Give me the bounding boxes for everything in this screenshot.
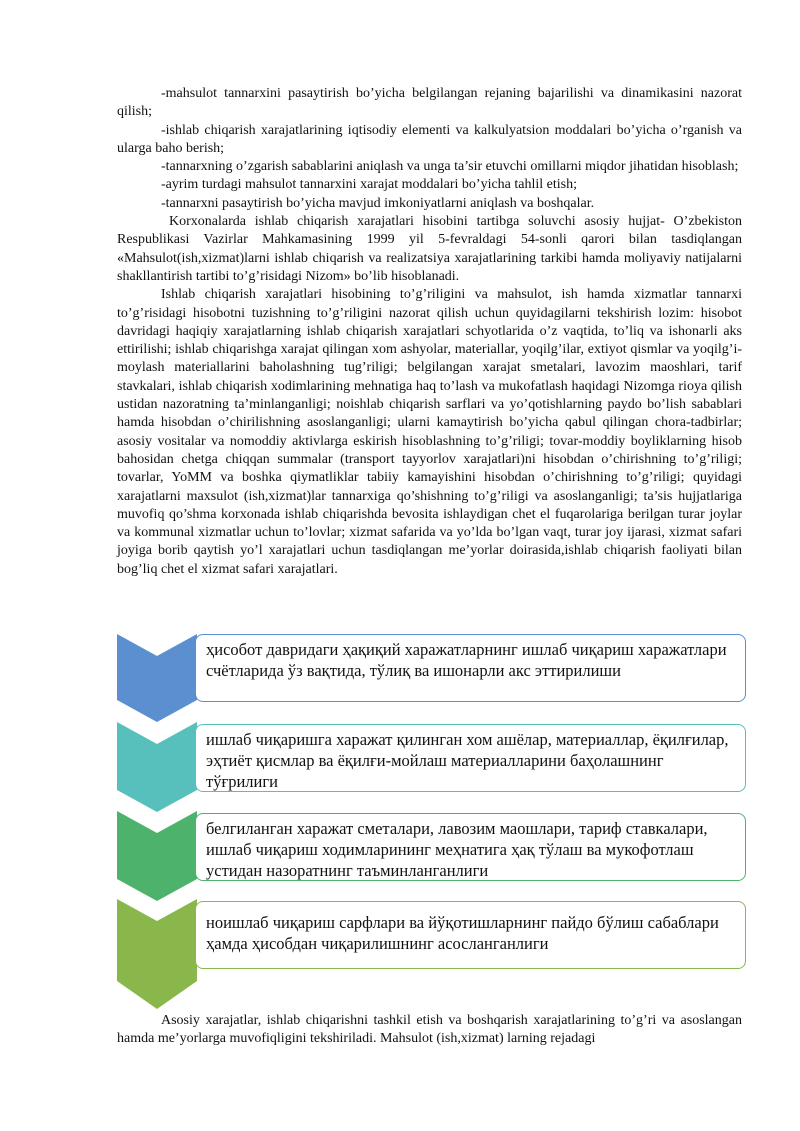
- chevron-arrow-1: [117, 634, 197, 724]
- paragraph: -ayrim turdagi mahsulot tannarxini xarajat moddalari bo’yicha tahlil etish;: [161, 177, 577, 193]
- paragraph: -tannarxning o’zgarish sabablarini aniqlash va unga ta’sir etuvchi omillarni miqdor jihatidan hisoblash;: [161, 159, 739, 175]
- diagram-item-2: ишлаб чиқаришга харажат қилинган хом ашёлар, материаллар, ёқилғилар, эҳтиёт қисмлар ва ёқилғи-мойлаш материалларини баҳолашнинг тўғрилиги: [195, 724, 746, 792]
- diagram-item-1: ҳисобот давридаги ҳақиқий харажатларнинг ишлаб чиқариш харажатлари счётларида ўз вақтида, тўлиқ ва ишонарли акс эттирилиши: [195, 634, 746, 702]
- document-body: [117, 85, 742, 579]
- diagram-item-4: ноишлаб чиқариш сарфлари ва йўқотишларнинг пайдо бўлиш сабаблари ҳамда ҳисобдан чиқарилишнинг асосланганлиги: [195, 901, 746, 969]
- chevron-arrow-4: [117, 899, 197, 1011]
- paragraph: -mahsulot tannarxini pasaytirish bo’yicha belgilangan rejaning bajarilishi va dinamikasini nazorat qilish;: [117, 86, 742, 120]
- closing-section: [117, 1012, 742, 1049]
- paragraph: Asosiy xarajatlar, ishlab chiqarishni tashkil etish va boshqarish xarajatlarining to’g’ri va asoslangan hamda me’yorlarga muvofiqligini tekshiriladi. Mahsulot (ish,xizmat) larning rejadagi: [117, 1013, 742, 1047]
- chevron-arrow-2: [117, 722, 197, 814]
- paragraph: -ishlab chiqarish xarajatlarining iqtisodiy elementi va kalkulyatsion moddalari bo’yicha o’rganish va ularga baho berish;: [117, 122, 742, 156]
- paragraph: Ishlab chiqarish xarajatlari hisobining to’g’riligini va mahsulot, ish hamda xizmatlar tannarxi to’g’risidagi hisobotni tuzishning to’g’riligini nazorat qilish uchun quyidagilarni tekshirish lozim: hisobot davridagi haqiqiy xarajatlarning ishlab chiqarish xarajatlari schyotlarida o’z vaqtida, to’liq va ishonarli aks ettirilishi; ishlab chiqarishga xarajat qilingan xom ashyolar, materiallar, yoqilg’ilar, extiyot qismlar va yoqilg’i-moylash materiallarini baholashning tug’riligi; belgilangan xarajat smetalari, lavozim maoshlari, tarif stavkalari, ishlab chiqarish xodimlarining mehnatiga haq to’lash va mukofatlash haqidagi Nizomga rioya qilish ustidan nazoratning ta’minlanganligi; noishlab chiqarish sarflari va yo’qotishlarning paydo bo’lish sabablari hamda hisobdan o’chirilishning asoslanganligi; ularni kamaytirish bo’yicha qabul qilingan chora-tadbirlar; asosiy vositalar va nomoddiy aktivlarga eskirish hisoblashning to’g’riligi; tovar-moddiy boyliklarning hisob bahosidan chetga chiqqan summalar (transport tayyorlov xarajatlari)ni hisobdan o’chirishning to’g’riligi; tovarlar, YoMM va boshka qiymatliklar tabiiy kamayishini hisobdan o’chirishning to’g’riligi; quyidagi xarajatlarni maxsulot (ish,xizmat)lar tannarxiga qo’shishning to’g’riligi va asoslanganligi; ta’sis hujjatlariga muvofiq qo’shma korxonada ishlab chiqarishda bevosita ishlaydigan chet el fuqarolariga berilgan turar joylar va kommunal xizmatlar uchun to’lovlar; xizmat safarida va yo’lda bo’lgan vaqt, turar joy ijarasi, xizmat safari joyiga borib qaytish yo’l xarajatlari uchun tasdiqlangan me’yorlar doirasida,ishlab chiqarish faoliyati bilan bog’liq chet el xizmat safari xarajatlari.: [117, 287, 742, 577]
- chevron-arrow-3: [117, 811, 197, 903]
- diagram-item-3: белгиланган харажат сметалари, лавозим маошлари, тариф ставкалари, ишлаб чиқариш ходимларининг меҳнатига ҳақ тўлаш ва мукофотлаш устидан назоратнинг таъминланганлиги: [195, 813, 746, 881]
- paragraph: Korxonalarda ishlab chiqarish xarajatlari hisobini tartibga soluvchi asosiy hujjat- O’zbekiston Respublikasi Vazirlar Mahkamasining 1999 yil 5-fevraldagi 54-sonli qarori bilan tasdiqlangan «Mahsulot(ish,xizmat)larni ishlab chiqarish va realizatsiya xarajatlarining tarkibi hamda moliyaviy natijalarni shakllantirish tartibi to’g’risidagi Nizom» bo’lib hisoblanadi.: [117, 214, 742, 284]
- chevron-process-diagram: [117, 634, 750, 1010]
- paragraph: -tannarxni pasaytirish bo’yicha mavjud imkoniyatlarni aniqlash va boshqalar.: [161, 195, 595, 211]
